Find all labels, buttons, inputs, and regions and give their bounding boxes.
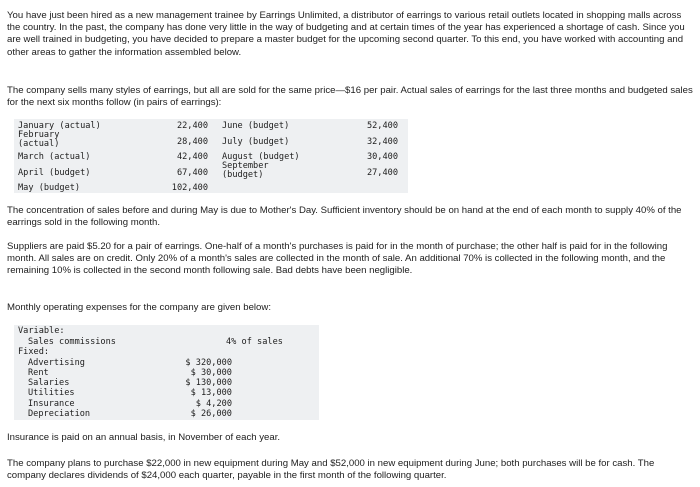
equipment-note: The company plans to purchase $22,000 in new equipment during May and $52,000 in new equipment during June; both purchases will be for cash. The company declares dividends of $24,000 each quarter, payable in the first month of the following quarter. [7,458,655,482]
opex-intro-paragraph: Monthly operating expenses for the company are given below: [7,302,271,313]
opex-fixed-label-item: Salaries [28,378,70,388]
opex-fixed-value: $ 26,000 [190,409,232,419]
opex-fixed-value: $ 320,000 [185,358,232,368]
opex-variable-label: Variable: [18,326,65,336]
sales-month-label: June (budget) [222,121,290,131]
sales-month-label: April (budget) [18,168,91,178]
sales-value: 42,400 [176,152,208,162]
sales-month-label: January (actual) [18,121,101,131]
opex-fixed-value: $ 4,200 [195,399,232,409]
sales-month-label: September (budget) [222,161,269,180]
opex-fixed-value: $ 13,000 [190,388,232,398]
sales-month-label: March (actual) [18,152,91,162]
sales-value: 52,400 [366,121,398,131]
opex-commissions-value: 4% of sales [226,337,283,347]
sales-value: 67,400 [176,168,208,178]
opex-fixed-label-item: Rent [28,368,49,378]
sales-value: 28,400 [176,137,208,147]
opex-fixed-label: Fixed: [18,347,50,357]
sales-value: 102,400 [171,183,208,193]
sales-value: 30,400 [366,152,398,162]
opex-fixed-value: $ 30,000 [190,368,232,378]
sales-intro-paragraph: The company sells many styles of earrings, but all are sold for the same price—$16 per pair. Actual sales of earrings for the last three months and budgeted sales for the next six months follow (in pairs of earrings): [7,85,693,109]
concentration-paragraph: The concentration of sales before and during May is due to Mother's Day. Sufficient inventory should be on hand at the end of each month to supply 40% of the earrings sold in the following month. [7,205,682,229]
opex-commissions-label: Sales commissions [28,337,116,347]
sales-month-label: August (budget) [222,152,300,162]
opex-fixed-label-item: Utilities [28,388,75,398]
opex-fixed-value: $ 130,000 [185,378,232,388]
insurance-note: Insurance is paid on an annual basis, in November of each year. [7,432,281,443]
opex-fixed-label-item: Depreciation [28,409,91,419]
opex-fixed-label-item: Advertising [28,358,85,368]
sales-month-label: July (budget) [222,137,290,147]
intro-paragraph: You have just been hired as a new management trainee by Earrings Unlimited, a distributor of earrings to various retail outlets located in shopping malls across the country. In the past, the company has done very little in the way of budgeting and at certain times of the year has experienced a shortage of cash. Since you are well trained in budgeting, you have decided to prepare a master budget for the upcoming second quarter. To this end, you have worked with accounting and other areas to gather the information assembled below. [7,10,685,58]
sales-value: 32,400 [366,137,398,147]
sales-value: 22,400 [176,121,208,131]
sales-value: 27,400 [366,168,398,178]
opex-fixed-label-item: Insurance [28,399,75,409]
sales-month-label: February (actual) [18,130,60,149]
suppliers-paragraph: Suppliers are paid $5.20 for a pair of earrings. One-half of a month's purchases is paid for in the month of purchase; the other half is paid for in the following month. All sales are on credit. Only 20% of a month's sales are collected in the month of sale. An additional 70% is collected in the following month, and the remaining 10% is collected in the second month following sale. Bad debts have been negligible. [7,241,668,277]
sales-month-label: May (budget) [18,183,81,193]
